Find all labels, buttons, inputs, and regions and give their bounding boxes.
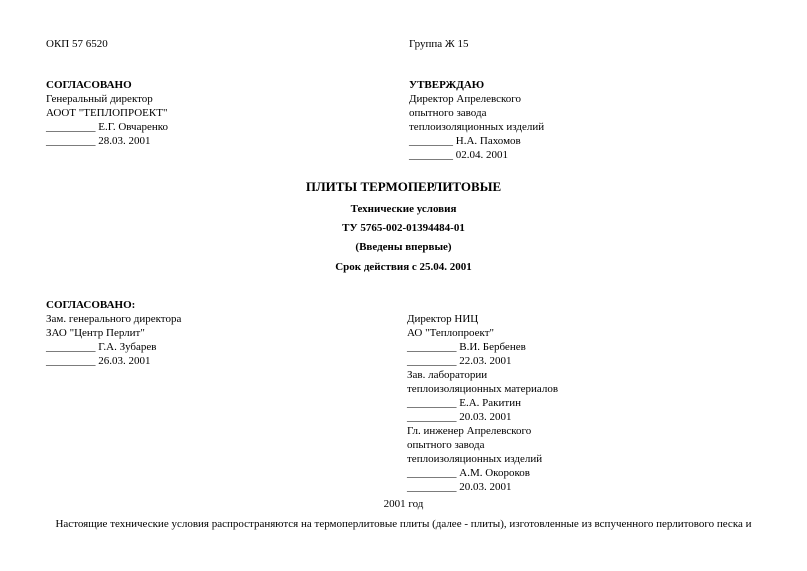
document-intro-note: (Введены впервые) xyxy=(355,241,452,253)
document-year: 2001 год xyxy=(383,498,424,510)
approval-right-line: ________ Н.А. Пахомов xyxy=(409,135,521,147)
agreed-right-line: Директор НИЦ xyxy=(407,313,479,325)
agreed-right-line: Гл. инженер Апрелевского xyxy=(407,425,532,437)
agreed-left-line: Зам. генерального директора xyxy=(46,313,182,325)
agreed-right-line: _________ 22.03. 2001 xyxy=(407,355,512,367)
group-code: Группа Ж 15 xyxy=(409,38,469,50)
document-title: ПЛИТЫ ТЕРМОПЕРЛИТОВЫЕ xyxy=(305,179,502,194)
agreed-left-line: _________ Г.А. Зубарев xyxy=(46,341,157,353)
agreed-left-block xyxy=(46,298,181,368)
approval-right-line: Директор Апрелевского xyxy=(409,93,522,105)
approval-right-line: опытного завода xyxy=(409,107,487,119)
agreed-left-heading: СОГЛАСОВАНО: xyxy=(46,299,136,311)
approval-left-line: _________ Е.Г. Овчаренко xyxy=(46,121,169,133)
approval-left-line: АООТ "ТЕПЛОПРОЕКТ" xyxy=(46,107,168,119)
agreed-left-line: _________ 26.03. 2001 xyxy=(46,355,151,367)
document-subtitle: Технические условия xyxy=(350,203,457,215)
approval-left-line: _________ 28.03. 2001 xyxy=(46,135,151,147)
agreed-right-block xyxy=(407,312,558,494)
agreed-right-line: _________ 20.03. 2001 xyxy=(407,481,512,493)
approval-right-line: теплоизоляционных изделий xyxy=(409,121,545,133)
agreed-right-line: АО "Теплопроект" xyxy=(407,327,495,339)
agreed-right-line: _________ 20.03. 2001 xyxy=(407,411,512,423)
approval-left-heading: СОГЛАСОВАНО xyxy=(46,79,132,91)
document-validity: Срок действия с 25.04. 2001 xyxy=(335,261,472,273)
agreed-right-line: _________ Е.А. Ракитин xyxy=(407,397,521,409)
agreed-right-line: теплоизоляционных изделий xyxy=(407,453,543,465)
agreed-left-line: ЗАО "Центр Перлит" xyxy=(46,327,145,339)
approval-right-heading: УТВЕРЖДАЮ xyxy=(409,79,485,91)
okp-code: ОКП 57 6520 xyxy=(46,38,108,50)
approval-left-block xyxy=(46,78,168,148)
approval-left-line: Генеральный директор xyxy=(46,93,153,105)
agreed-right-line: _________ В.И. Бербенев xyxy=(407,341,526,353)
approval-right-line: ________ 02.04. 2001 xyxy=(409,149,508,161)
approval-right-block xyxy=(409,78,544,162)
document-code: ТУ 5765-002-01394484-01 xyxy=(342,222,465,234)
body-paragraph: Настоящие технические условия распространяются на термоперлитовые плиты (далее - плиты), изготовленные из вспученного перлитового песка и xyxy=(55,518,752,530)
agreed-right-line: _________ А.М. Окороков xyxy=(407,467,530,479)
agreed-right-line: теплоизоляционных материалов xyxy=(407,383,559,395)
agreed-right-line: Зав. лаборатории xyxy=(407,369,488,381)
agreed-right-line: опытного завода xyxy=(407,439,485,451)
